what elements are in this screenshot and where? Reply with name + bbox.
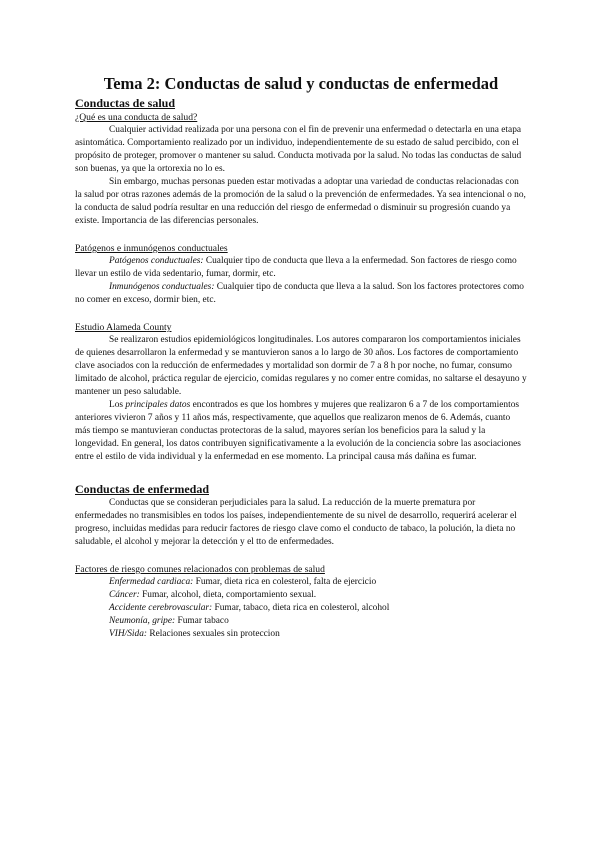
list-item-term: Cáncer: (109, 590, 140, 600)
text-inmunogenos: Cualquier tipo de conducta que lleva a la salud. Son los factores protectores como no comer en exceso, dormir bien, etc. (75, 282, 524, 305)
document-content (75, 74, 527, 641)
risk-factor-list (109, 576, 527, 641)
paragraph-definition: Cualquier actividad realizada por una persona con el fin de prevenir una enfermedad o detectarla en una etapa asintomática. Comportamiento realizado por un individuo, independientemente de su estado de salud percibido, con el propósito de proteger, promover o mantener su salud. Conducta motivada por la salud. No todas las conductas de salud son buenas, ya que la ortorexia no lo es. (75, 125, 522, 174)
list-item-text: Fumar, alcohol, dieta, comportamiento sexual. (139, 590, 317, 600)
paragraph-motivation: Sin embargo, muchas personas pueden estar motivadas a adoptar una variedad de conductas relacionadas con la salud por otras razones además de la promoción de la salud o la prevención de enfermedades. Ya sea intencional o no, la conducta de salud podría resultar en una reducción del riesgo de enfermedad o disminuir su progresión cuando ya existe. Importancia de las diferencias personales. (75, 177, 526, 226)
term-inmunogenos: Inmunógenos conductuales: (109, 282, 215, 292)
list-item (109, 615, 527, 628)
section-heading-conductas-enfermedad: Conductas de enfermedad (75, 482, 209, 496)
list-item-text: Fumar, tabaco, dieta rica en colesterol, alcohol (212, 603, 390, 613)
paragraph-alameda-results (75, 399, 527, 464)
list-item-text: Relaciones sexuales sin proteccion (147, 629, 280, 639)
term-patogenos: Patógenos conductuales: (109, 256, 204, 266)
list-item-text: Fumar, dieta rica en colesterol, falta de ejercicio (193, 577, 377, 587)
list-item (109, 628, 527, 641)
subheading-patogenos: Patógenos e inmunógenos conductuales (75, 243, 228, 254)
text-results-post: encontrados es que los hombres y mujeres que realizaron 6 a 7 de los comportamientos anteriores vivieron 7 años y 11 años más, respectivamente, que aquellos que realizaron menos de 6. Además, cuanto más tiempo se mantuvieran conductas protectoras de la salud, mayores serían los beneficios para la salud y la longevidad. En general, los datos contribuyen significativamente a la evolución de la conciencia sobre las asociaciones entre el estilo de vida individual y la enfermedad en ese momento. La principal causa más dañina es fumar. (75, 400, 521, 462)
paragraph-enfermedad: Conductas que se consideran perjudiciales para la salud. La reducción de la muerte prematura por enfermedades no transmisibles en todos los países, independientemente de su nivel de desarrollo, requerirá acelerar el progreso, incluidas medidas para reducir factores de riesgo clave como el conducto de tabaco, la polución, la dieta no saludable, el alcohol y mejorar la detección y el tto de enfermedades. (75, 498, 517, 547)
paragraph-inmunogenos (75, 281, 527, 307)
list-item (109, 589, 527, 602)
text-patogenos: Cualquier tipo de conducta que lleva a la enfermedad. Son factores de riesgo como llevar un estilo de vida sedentario, fumar, dormir, etc. (75, 256, 517, 279)
term-principales-datos: principales datos (125, 400, 191, 410)
paragraph-alameda-study: Se realizaron estudios epidemiológicos longitudinales. Los autores compararon los comportamientos iniciales de quienes desarrollaron la enfermedad y se mantuvieron sanos a lo largo de 30 años. Los factores de comportamiento clave asociados con la reducción de enfermedades y mortalidad son dormir de 7 a 8 h por noche, no fumar, consumo limitado de alcohol, práctica regular de ejercicio, comidas regulares y no comer entre comidas, no saltarse el desayuno y mantener un peso saludable. (75, 335, 527, 397)
list-item-term: Accidente cerebrovascular: (109, 603, 213, 613)
list-item (109, 576, 527, 589)
subheading-que-es: ¿Qué es una conducta de salud? (75, 112, 198, 123)
list-item-text: Fumar tabaco (175, 616, 229, 626)
list-item-term: Enfermedad cardiaca: (109, 577, 194, 587)
list-item (109, 602, 527, 615)
paragraph-patogenos (75, 255, 527, 281)
page-title: Tema 2: Conductas de salud y conductas de enfermedad (103, 74, 499, 93)
text-results-pre: Los (109, 400, 126, 410)
list-item-term: VIH/Sida: (109, 629, 148, 639)
subheading-factores-riesgo: Factores de riesgo comunes relacionados con problemas de salud (75, 564, 325, 575)
section-heading-conductas-salud: Conductas de salud (75, 96, 176, 110)
subheading-alameda: Estudio Alameda County (75, 322, 172, 333)
list-item-term: Neumonía, gripe: (109, 616, 176, 626)
